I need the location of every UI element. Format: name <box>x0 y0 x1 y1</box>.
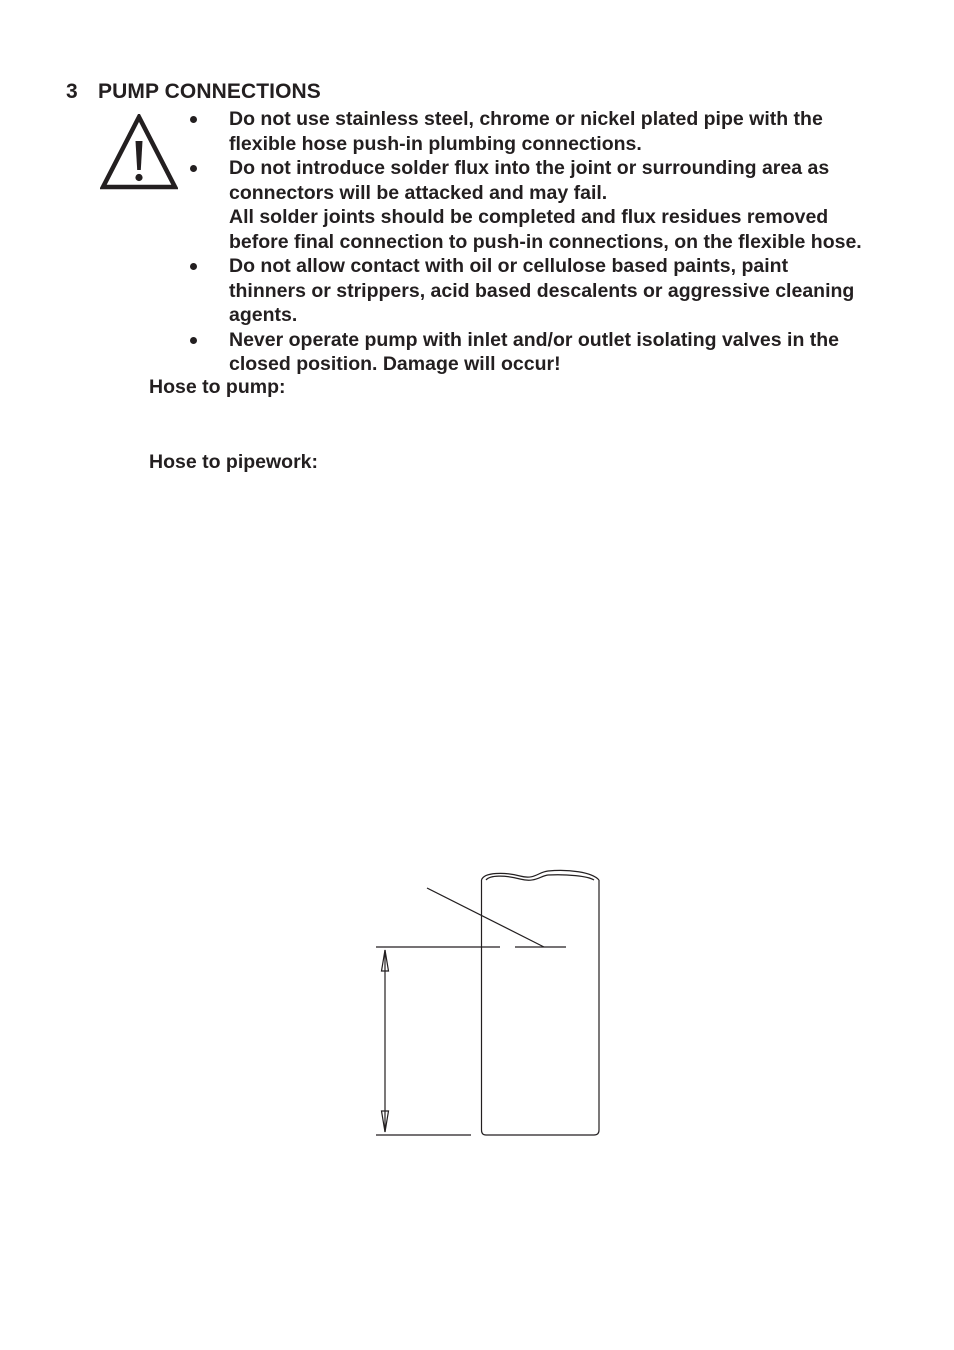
list-item-line: flexible hose push-in plumbing connections. <box>229 132 642 155</box>
list-item-line: Do not use stainless steel, chrome or nickel plated pipe with the <box>229 108 823 130</box>
list-item-line: Do not introduce solder flux into the joint or surrounding area as <box>229 157 830 179</box>
list-item-line: thinners or strippers, acid based descalents or aggressive cleaning <box>229 279 855 302</box>
list-item-line: agents. <box>229 304 298 326</box>
bullet-icon <box>190 165 197 172</box>
bullet-icon <box>190 337 197 344</box>
hose-to-pipework-label: Hose to pipework: <box>149 451 319 473</box>
section-heading <box>66 80 321 104</box>
list-item <box>190 156 910 254</box>
bullet-icon <box>190 263 197 270</box>
pipe-outline <box>482 870 600 1135</box>
section-number: 3 <box>66 80 78 103</box>
list-item-line: Never operate pump with inlet and/or outlet isolating valves in the <box>229 328 840 351</box>
list-item-line: closed position. Damage will occur! <box>229 353 561 375</box>
exclamation-triangle-icon <box>100 114 178 190</box>
list-item-line: before final connection to push-in connections, on the flexible hose. <box>229 230 862 253</box>
warning-list <box>190 107 910 377</box>
dimension-arrow <box>382 950 389 1132</box>
pipe-insertion-diagram <box>370 868 610 1143</box>
hose-to-pump-label: Hose to pump: <box>149 376 286 398</box>
list-item <box>190 328 910 377</box>
section-title: PUMP CONNECTIONS <box>98 80 321 103</box>
list-item-line: connectors will be attacked and may fail. <box>229 181 608 204</box>
list-item <box>190 107 910 156</box>
leader-line <box>427 888 544 947</box>
bullet-icon <box>190 116 197 123</box>
list-item <box>190 254 910 328</box>
list-item-line: Do not allow contact with oil or cellulose based paints, paint <box>229 255 789 277</box>
list-item-line: All solder joints should be completed and flux residues removed <box>229 206 829 228</box>
